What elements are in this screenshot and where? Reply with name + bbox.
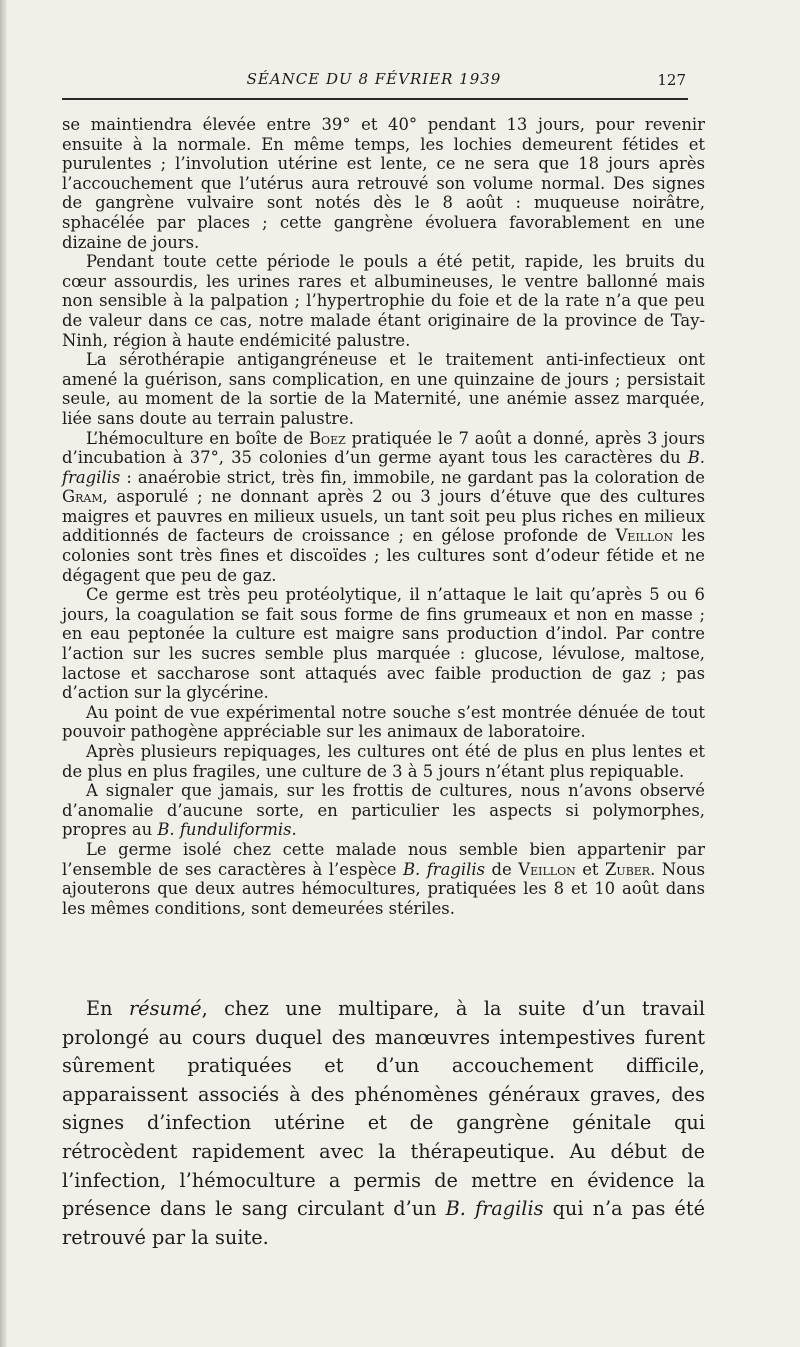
p9-text-d: . Nous ajouterons que deux autres hémocultures, pratiquées les 8 et 10 août dans les mêmes conditions, sont demeurées stériles. — [62, 859, 705, 918]
p4-text-d: , asporulé ; ne donnant après 2 ou 3 jours d’étuve que des cultures maigres et pauvres en milieux usuels, un tant soit peu plus riches en milieux additionnés de facteurs de croissance ; en gélose profonde de — [62, 487, 705, 546]
paragraph-5: Ce germe est très peu protéolytique, il n’attaque le lait qu’après 5 ou 6 jours, la coagulation se fait sous forme de fins grumeaux et non en masse ; en eau peptonée la culture est maigre sans production d’indol. Par contre l’action sur les sucres semble plus marquée : glucose, lévulose, maltose, lactose et saccharose sont attaqués avec faible production de gaz ; pas d’action sur la glycérine. — [62, 585, 705, 703]
p9-text-b: de — [485, 859, 519, 879]
p4-text-e: les colonies sont très fines et discoïdes ; les cultures sont d’odeur fétide et ne dégagent que peu de gaz. — [62, 526, 705, 585]
resume-word: résumé — [128, 997, 202, 1020]
author-veillon: Veillon — [615, 526, 674, 546]
species-name: B. fragilis — [62, 448, 705, 487]
p9-text-c: et — [575, 859, 606, 879]
species-name: B. fragilis — [402, 859, 486, 879]
p4-text-b: pratiquée le 7 août a donné, après 3 jours d’incubation à 37°, 35 colonies d’un germe ayant tous les caractères du — [62, 428, 706, 468]
p4-text-c: : anaérobie strict, très fin, immobile, ne gardant pas la coloration de — [120, 467, 705, 487]
running-title: SÉANCE DU 8 FÉVRIER 1939 — [246, 70, 502, 88]
species-name: B. fragilis — [445, 1197, 544, 1221]
paragraph-3: La sérothérapie antigangréneuse et le traitement anti-infectieux ont amené la guérison, sans complication, en une quinzaine de jours ; persistait seule, au moment de la sortie de la Maternité, une anémie assez marquée, liée sans doute au terrain palustre. — [62, 350, 705, 428]
paragraph-2: Pendant toute cette période le pouls a été petit, rapide, les bruits du cœur assourdis, les urines rares et albumineuses, le ventre ballonné mais non sensible à la palpation ; l’hypertrophie du foie et de la rate n’a que peu de valeur dans ce cas, notre malade étant originaire de la province de Tay-Ninh, région à haute endémicité palustre. — [62, 252, 705, 350]
p8-text-a: A signaler que jamais, sur les frottis de cultures, nous n’avons observé d’anomalie d’aucune sorte, en particulier les aspects si polymorphes, propres au — [62, 781, 705, 840]
paragraph-4 — [62, 429, 705, 586]
paragraph-9 — [62, 840, 705, 918]
paragraph-8 — [62, 781, 705, 840]
p8-text-b: . — [291, 820, 297, 840]
author-veillon: Veillon — [518, 859, 576, 879]
conclusion — [62, 995, 705, 1252]
author-zuber: Zuber — [605, 859, 651, 879]
body-text — [62, 115, 705, 918]
author-boez: Boez — [309, 428, 346, 448]
header-rule — [62, 98, 688, 100]
paragraph-6: Au point de vue expérimental notre souche s’est montrée dénuée de tout pouvoir pathogène appréciable sur les animaux de laboratoire. — [62, 702, 705, 742]
conclusion-text-b: , chez une multipare, à la suite d’un travail prolongé au cours duquel des manœuvres intempestives furent sûrement pratiquées et d’un accouchement difficile, apparaissent associés à des phénomènes généraux graves, des signes d’infection utérine et de gangrène génitale qui rétrocèdent rapidement avec la thérapeutique. Au début de l’infection, l’hémoculture a permis de mettre en évidence la présence dans le sang circulant d’un — [62, 997, 706, 1221]
page-edge-shadow — [0, 0, 7, 1347]
conclusion-text-a: En — [86, 997, 129, 1020]
page-header — [62, 70, 686, 94]
p4-text-a: L’hémoculture en boîte de — [86, 428, 310, 448]
paragraph-7: Après plusieurs repiquages, les cultures ont été de plus en plus lentes et de plus en plus fragiles, une culture de 3 à 5 jours n’étant plus repiquable. — [62, 742, 705, 781]
p9-text-a: Le germe isolé chez cette malade nous semble bien appartenir par l’ensemble de ses caractères à l’espèce — [62, 839, 705, 879]
species-name: B. funduliformis — [157, 820, 292, 840]
conclusion-text-c: qui n’a pas été retrouvé par la suite. — [62, 1197, 706, 1249]
author-gram: Gram — [62, 487, 103, 507]
page-number: 127 — [657, 71, 686, 89]
conclusion-paragraph — [62, 995, 705, 1252]
paragraph-1: se maintiendra élevée entre 39° et 40° pendant 13 jours, pour revenir ensuite à la normale. En même temps, les lochies demeurent fétides et purulentes ; l’involution utérine est lente, ce ne sera que 18 jours après l’accouchement que l’utérus aura retrouvé son volume normal. Des signes de gangrène vulvaire sont notés dès le 8 août : muqueuse noirâtre, sphacélée par places ; cette gangrène évoluera favorablement en une dizaine de jours. — [62, 115, 705, 252]
